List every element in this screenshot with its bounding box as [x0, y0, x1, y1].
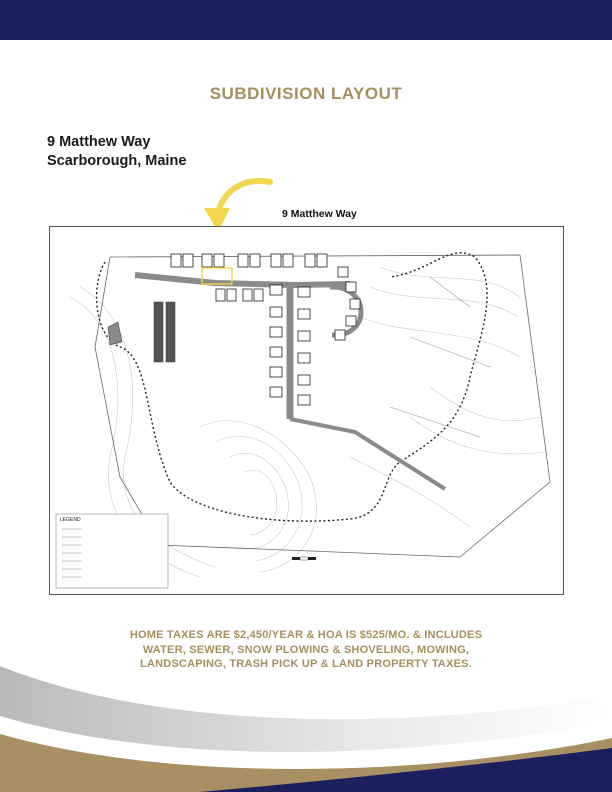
info-line-1: HOME TAXES ARE $2,450/YEAR & HOA IS $525/MO. & INCLUDES — [129, 629, 483, 641]
legend-title: LEGEND — [60, 517, 81, 523]
building-footprints — [171, 254, 360, 405]
cul-de-sac — [330, 287, 361, 335]
info-line-2: WATER, SEWER, SNOW PLOWING & SHOVELING, MOWING, — [142, 643, 470, 656]
lot-lines — [390, 277, 490, 437]
plan-callout-label: 9 Matthew Way — [282, 208, 357, 220]
property-line — [95, 255, 550, 557]
site-plan-drawing — [49, 226, 564, 595]
access-road — [290, 419, 445, 489]
page-title: SUBDIVISION LAYOUT — [209, 84, 403, 103]
scale-bar — [292, 557, 316, 560]
address-street: 9 Matthew Way — [47, 134, 151, 150]
top-banner — [0, 0, 612, 40]
main-road — [135, 275, 350, 285]
site-plan-legend — [56, 514, 168, 588]
existing-structure — [108, 322, 122, 345]
address-city: Scarborough, Maine — [47, 153, 187, 169]
property-address — [47, 133, 186, 171]
parking-rows — [154, 302, 175, 362]
info-line-3: LANDSCAPING, TRASH PICK UP & LAND PROPERTY TAXES. — [140, 658, 472, 670]
footer-swoosh — [0, 656, 612, 792]
